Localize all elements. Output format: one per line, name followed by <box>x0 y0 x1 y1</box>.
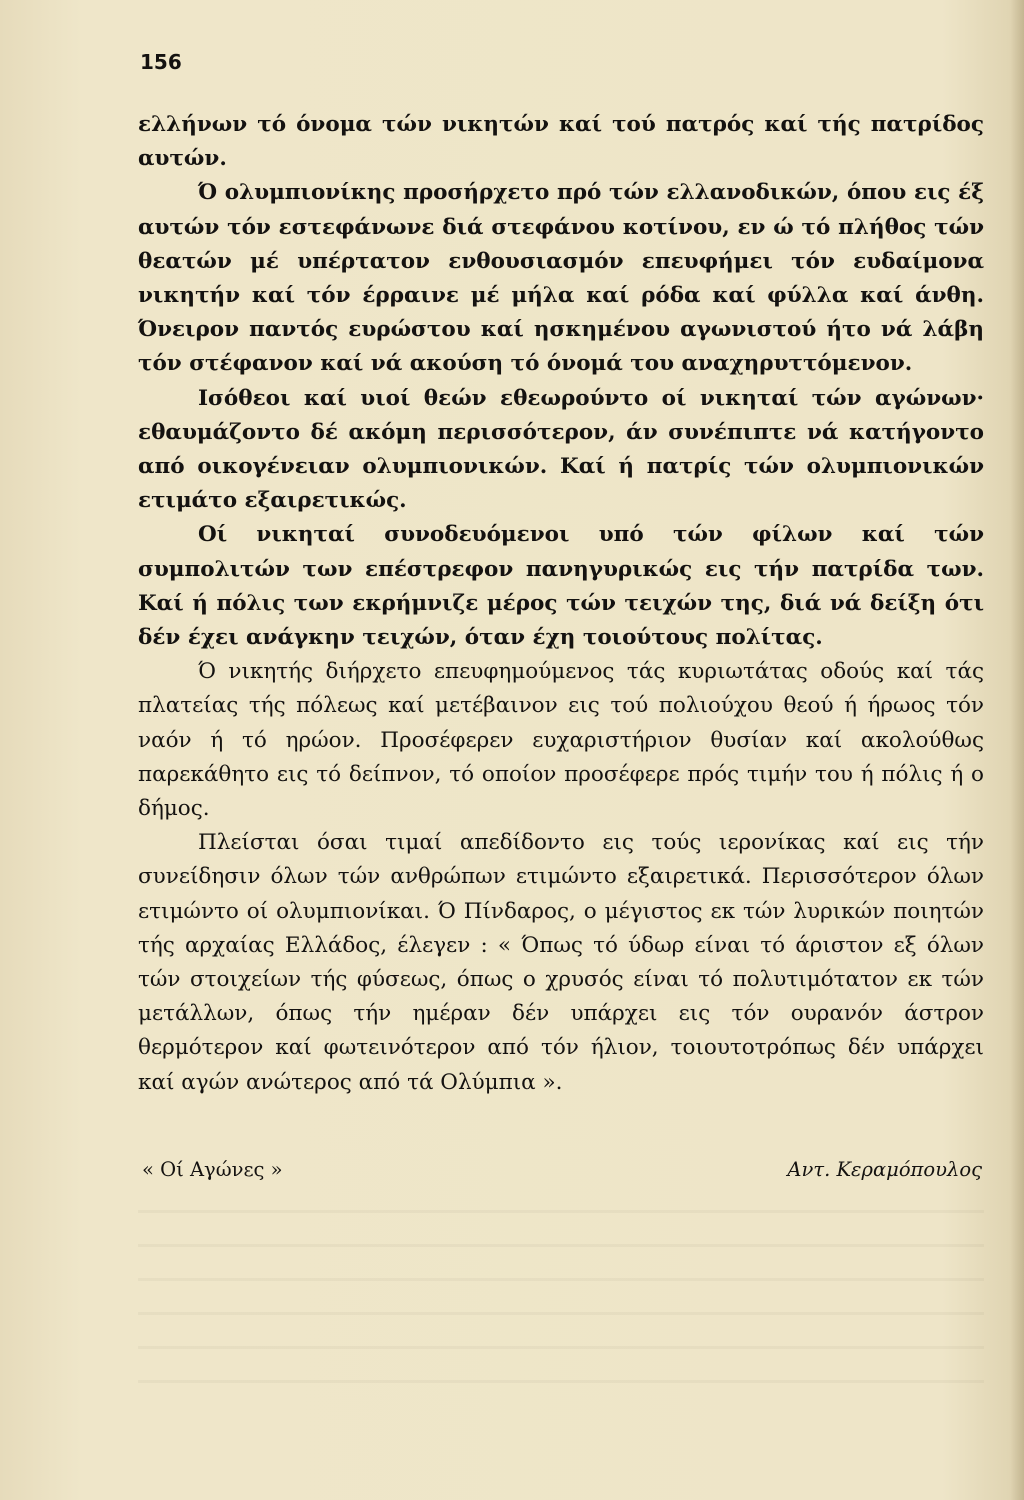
paragraph-5: Ό νικητής διήρχετο επευφημούμενος τάς κυριωτάτας οδούς καί τάς πλατείας τής πόλεως καί μετέβαινον εις τού πολιούχου θεού ή ήρωος τόν ναόν ή τό ηρώον. Προσέφερεν ευχαριστήριον θυσίαν καί ακολούθως παρεκάθητο εις τό δείπνον, τό οποίον προσέφερε πρός τιμήν του ή πόλις ή ο δήμος. <box>138 659 984 822</box>
page-number: 156 <box>140 50 182 74</box>
source-title: « Οί Αγώνες » <box>142 1158 283 1181</box>
paragraph-6: Πλείσται όσαι τιμαί απεδίδοντο εις τούς ιερονίκας καί εις τήν συνείδησιν όλων τών ανθρώπων ετιμώντο εξαιρετικά. Περισσότερον όλων ετιμώντο οί ολυμπιονίκαι. Ό Πίνδαρος, ο μέγιστος εκ τών λυρικών ποιητών τής αρχαίας Ελλάδος, έλεγεν : « Όπως τό ύδωρ είναι τό άριστον εξ όλων τών στοιχείων τής φύσεως, όπως ο χρυσός είναι τό πολυτιμότατον εκ τών μετάλλων, όπως τήν ημέραν δέν υπάρχει εις τόν ουρανόν άστρον θερμότερον καί φωτεινότερον από τόν ήλιον, τοιουτοτρόπως δέν υπάρχει καί αγών ανώτερος από τά Ολύμπια ». <box>138 830 984 1095</box>
paragraph-2: Ό ολυμπιονίκης προσήρχετο πρό τών ελλανοδικών, όπου εις έξ αυτών τόν εστεφάνωνε διά στεφάνου κοτίνου, εν ώ τό πλήθος τών θεατών μέ υπέρτατον ενθουσιασμόν επευφήμει τόν ευδαίμονα νικητήν καί τόν έρραινε μέ μήλα καί ρόδα καί φύλλα καί άνθη. Όνειρον παντός ευρώστου καί ησκημένου αγωνιστού ήτο νά λάβη τόν στέφανον καί νά ακούση τό όνομά του αναχηρυττόμενον. <box>138 180 984 377</box>
paragraph-4: Οί νικηταί συνοδευόμενοι υπό τών φίλων καί τών συμπολιτών των επέστρεφον πανηγυρικώς εις τήν πατρίδα των. Καί ή πόλις των εκρήμνιζε μέρος τών τειχών της, διά νά δείξη ότι δέν έχει ανάγκην τειχών, όταν έχη τοιούτους πολίτας. <box>138 522 984 651</box>
show-through-text <box>138 1210 984 1410</box>
paragraph-3: Ισόθεοι καί υιοί θεών εθεωρούντο οί νικηταί τών αγώνων· εθαυμάζοντο δέ ακόμη περισσότερον, άν συνέπιπτε νά κατήγοντο από οικογένειαν ολυμπιονικών. Καί ή πατρίς τών ολυμπιονικών ετιμάτο εξαιρετικώς. <box>138 385 984 514</box>
page-edge-shadow <box>1010 0 1024 1500</box>
paragraph-1: ελλήνων τό όνομα τών νικητών καί τού πατρός καί τής πατρίδος αυτών. <box>138 112 984 172</box>
body-text <box>138 108 984 1100</box>
author-name: Αντ. Κεραμόπουλος <box>787 1158 982 1181</box>
citation-footer <box>142 1158 982 1194</box>
